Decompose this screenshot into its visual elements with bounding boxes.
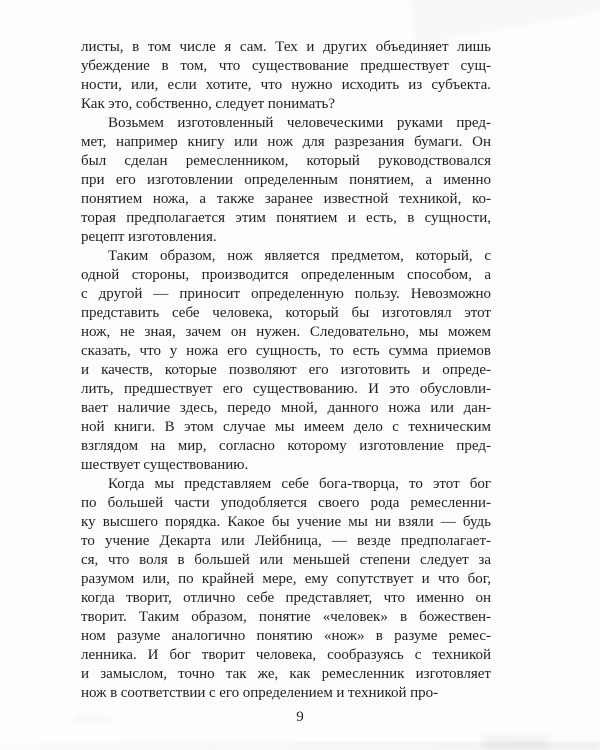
text-line: представить себе человека, который бы изготовлял этот [81,305,491,321]
text-line: по большей части уподобляется своего рода ремесленни- [81,495,491,511]
page-text-block [81,38,491,703]
text-line: сказать, что у ножа его сущность, то есть сумма приемов [81,343,491,359]
text-line: нож в соответствии с его определением и техникой про- [81,685,439,701]
text-line: шествует существованию. [81,457,249,473]
text-line: понятием ножа, а также заранее известной техникой, ко- [81,191,491,207]
text-line: взглядом на мир, согласно которому изготовление пред- [81,438,491,454]
text-line: рецепт изготовления. [81,229,217,245]
text-line: Возьмем изготовленный человеческими руками пред- [108,115,491,131]
text-line: разумом или, по крайней мере, ему сопутствует и что бог, [81,571,491,587]
text-line: ся, что воля в большей или меньшей степени следует за [81,552,491,568]
text-line: ку высшего порядка. Какое бы учение мы ни взяли — будь [81,514,491,530]
text-line: с другой — приносит определенную пользу. Невозможно [81,286,491,302]
text-line: одной стороны, производится определенным способом, а [81,267,491,283]
text-line: Таким образом, нож является предметом, который, с [108,248,491,264]
text-line: нож, не зная, зачем он нужен. Следовательно, мы можем [81,324,491,340]
text-line: торая предполагается этим понятием и есть, в сущности, [81,210,491,226]
text-line: вает наличие здесь, передо мной, данного ножа или дан- [81,400,491,416]
text-line: при его изготовлении определенным понятием, а именно [81,172,491,188]
text-line: был сделан ремесленником, который руководствовался [81,153,491,169]
text-line: и качеств, которые позволяют его изготовить и опреде- [81,362,491,378]
paragraph [81,38,491,114]
paragraph [81,247,491,475]
text-line: и замыслом, точно так же, как ремесленник изготовляет [81,666,491,682]
text-line: ной книги. В этом случае мы имеем дело с техническим [81,419,491,435]
text-line: то учение Декарта или Лейбница, — везде предполагает- [81,533,491,549]
paragraph [81,475,491,703]
page-bottom-right-shadow [484,735,548,750]
page-number: 9 [296,709,304,725]
page-bottom-left-smudge [72,714,116,724]
text-line: лить, предшествует его существованию. И это обусловли- [81,381,491,397]
paragraph [81,114,491,247]
text-line: Когда мы представляем себе бога-творца, то этот бог [108,476,491,492]
text-line: листы, в том числе я сам. Тех и других объединяет лишь [81,39,491,55]
text-line: творит. Таким образом, понятие «человек» в божествен- [81,609,491,625]
text-line: Как это, собственно, следует понимать? [81,96,336,112]
text-line: ленника. И бог творит человека, сообразуясь с техникой [81,647,491,663]
text-line: когда творит, отлично себе представляет, что именно он [81,590,491,606]
text-line: убеждение в том, что существование предшествует сущ- [81,58,491,74]
text-line: ном разуме аналогично понятию «нож» в разуме ремес- [81,628,491,644]
text-line: мет, например книгу или нож для разрезания бумаги. Он [81,134,491,150]
text-line: ности, или, если хотите, что нужно исходить из субъекта. [81,77,491,93]
